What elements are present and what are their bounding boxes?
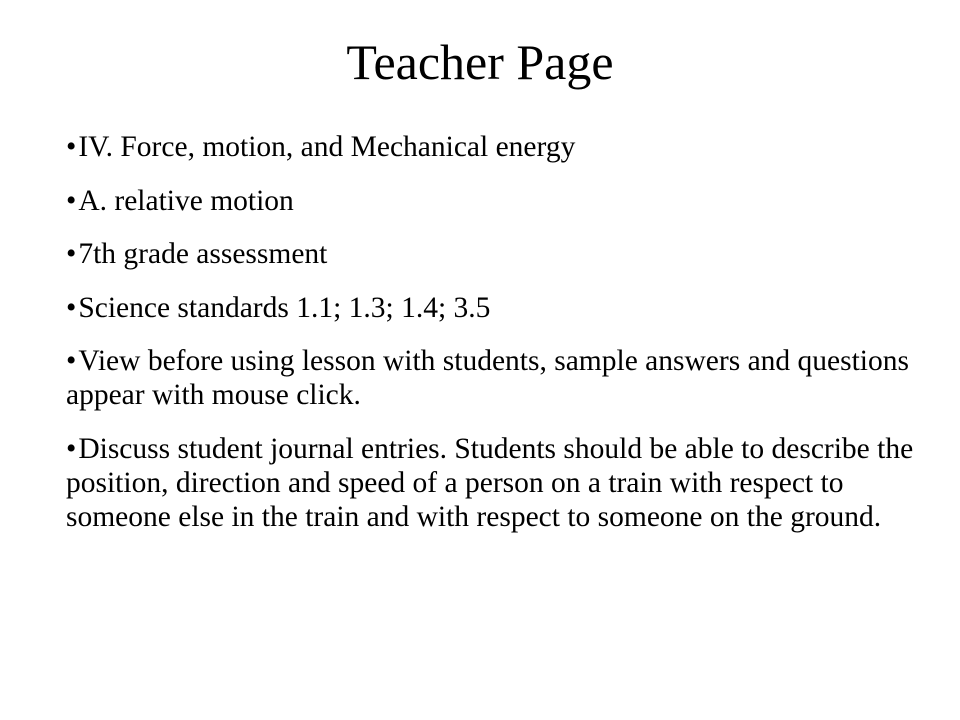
bullet-text: 7th grade assessment [78, 238, 328, 270]
bullet-text: View before using lesson with students, sample answers and questions appear with mouse click. [66, 345, 909, 411]
bullet-marker: • [66, 291, 77, 324]
slide-title: Teacher Page [346, 34, 614, 90]
bullet-marker: • [66, 184, 77, 217]
bullet-list [66, 130, 926, 553]
bullet-marker: • [66, 345, 77, 377]
bullet-marker: • [66, 131, 77, 163]
bullet-item-unit [66, 130, 926, 164]
bullet-text: Science standards 1.1; 1.3; 1.4; 3.5 [78, 291, 491, 324]
bullet-item-topic [66, 184, 926, 218]
bullet-item-view-note [66, 344, 926, 412]
bullet-text: Discuss student journal entries. Students should be able to describe the position, direction and speed of a person on a train with respect to someone else in the train and with respect to someone on the ground. [66, 432, 914, 533]
bullet-marker: • [66, 238, 77, 270]
bullet-marker: • [66, 432, 77, 465]
bullet-item-discussion [66, 432, 926, 534]
bullet-text: A. relative motion [78, 184, 294, 217]
bullet-item-grade [66, 237, 926, 271]
bullet-item-standards [66, 291, 926, 325]
bullet-text: IV. Force, motion, and Mechanical energy [78, 131, 576, 163]
